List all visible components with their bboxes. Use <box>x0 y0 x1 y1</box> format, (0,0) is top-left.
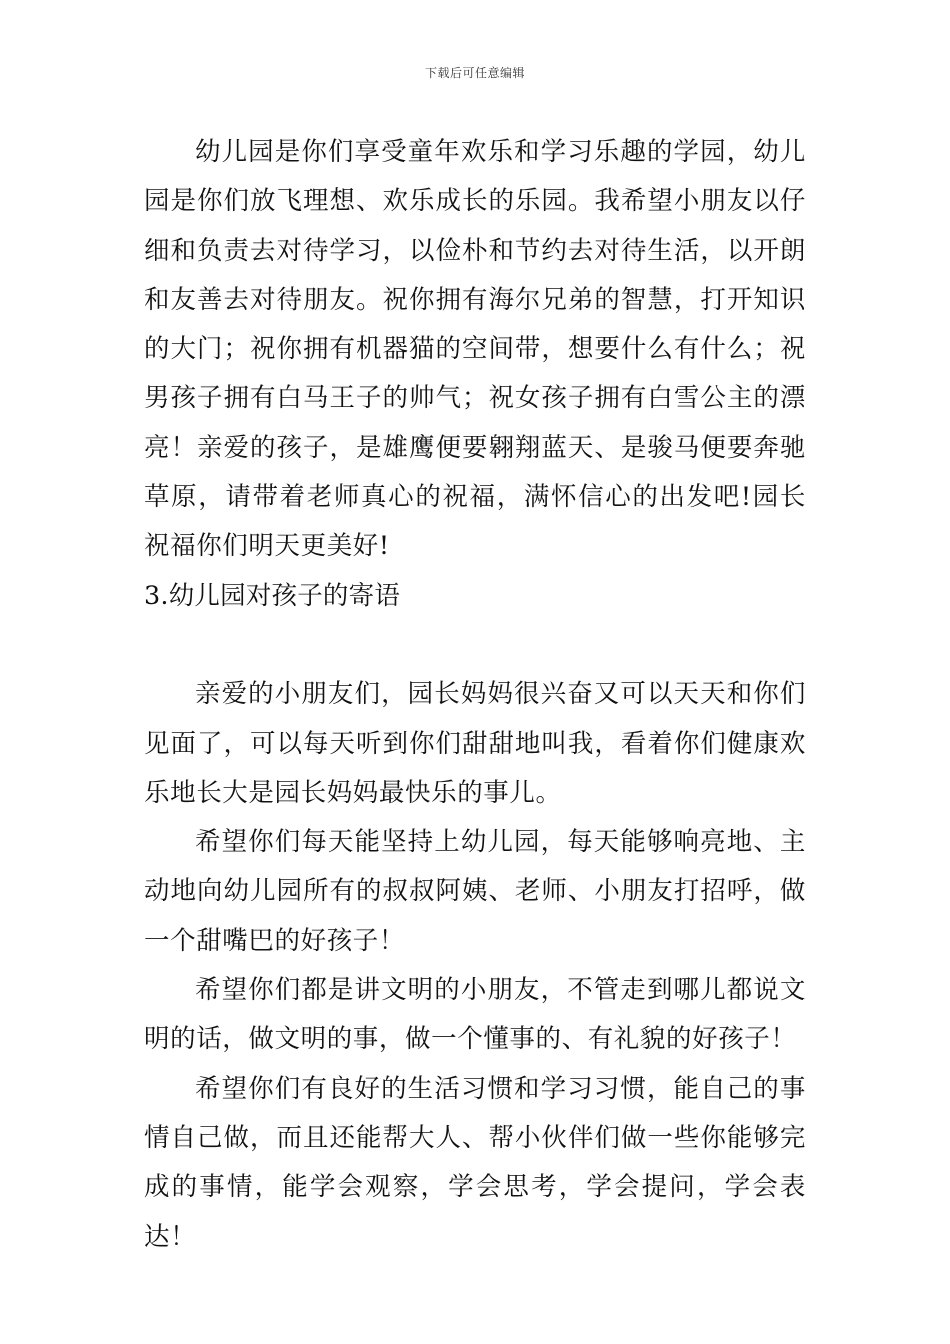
paragraph-hope-manners: 希望你们都是讲文明的小朋友，不管走到哪儿都说文明的话，做文明的事，做一个懂事的、有礼貌的好孩子！ <box>144 975 806 1055</box>
paragraph-kindergarten-wishes: 幼儿园是你们享受童年欢乐和学习乐趣的学园，幼儿园是你们放飞理想、欢乐成长的乐园。我希望小朋友以仔细和负责去对待学习，以俭朴和节约去对待生活，以开朗和友善去对待朋友。祝你拥有海尔兄弟的智慧，打开知识的大门；祝你拥有机器猫的空间带，想要什么有什么；祝男孩子拥有白马王子的帅气；祝女孩子拥有白雪公主的漂亮！亲爱的孩子，是雄鹰便要翱翔蓝天、是骏马便要奔驰草原，请带着老师真心的祝福，满怀信心的出发吧!园长祝福你们明天更美好! <box>144 137 806 562</box>
document-body <box>144 128 806 1262</box>
paragraph-greeting: 亲爱的小朋友们，园长妈妈很兴奋又可以天天和你们见面了，可以每天听到你们甜甜地叫我，看着你们健康欢乐地长大是园长妈妈最快乐的事儿。 <box>144 679 806 808</box>
paragraph-hope-habits: 希望你们有良好的生活习惯和学习习惯，能自己的事情自己做，而且还能帮大人、帮小伙伴们做一些你能够完成的事情，能学会观察，学会思考，学会提问，学会表达！ <box>144 1073 806 1252</box>
paragraph-hope-attendance: 希望你们每天能坚持上幼儿园，每天能够响亮地、主动地向幼儿园所有的叔叔阿姨、老师、小朋友打招呼，做一个甜嘴巴的好孩子！ <box>144 827 806 956</box>
blank-line <box>144 621 806 670</box>
section-heading: 3.幼儿园对孩子的寄语 <box>144 580 401 611</box>
page-header-note: 下载后可任意编辑 <box>424 66 525 80</box>
